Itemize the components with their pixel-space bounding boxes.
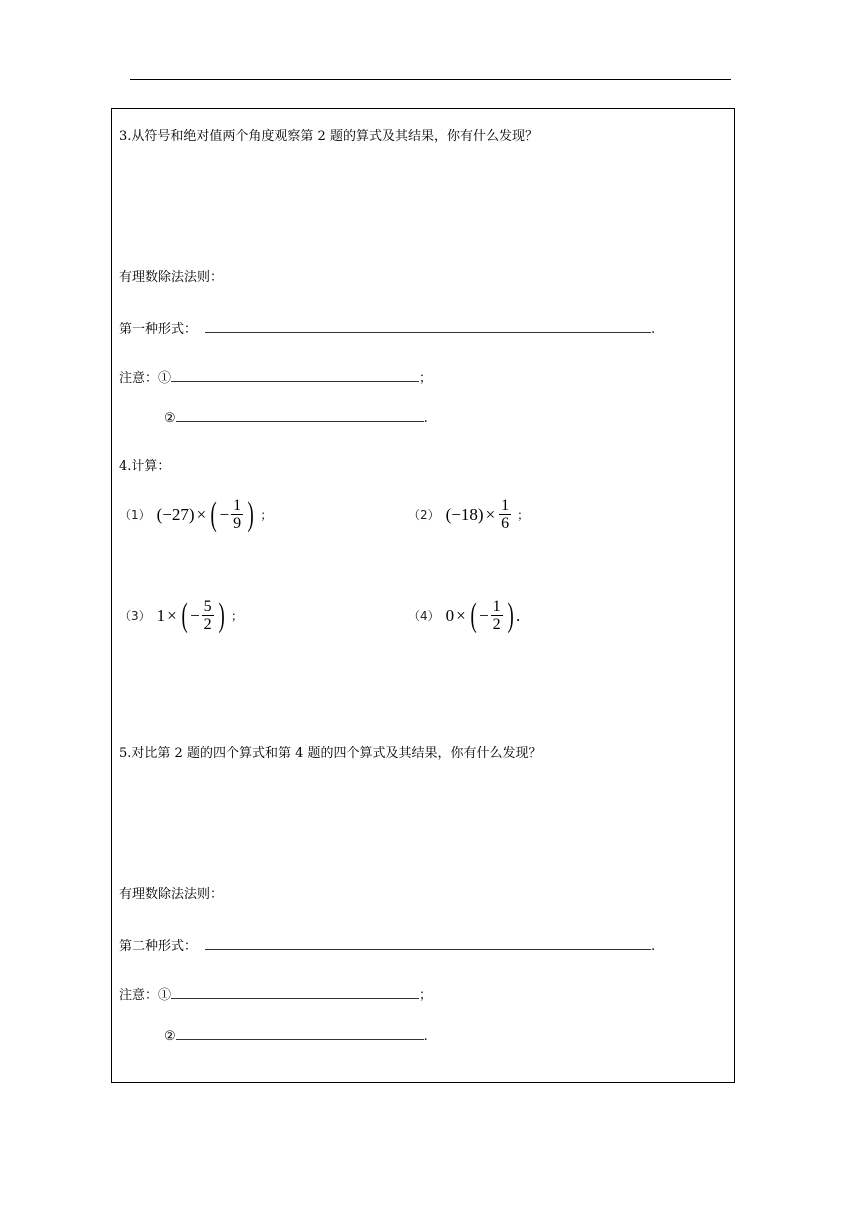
- denominator: 6: [501, 515, 510, 532]
- problem-2-factor: (−18): [445, 504, 484, 524]
- fraction: [491, 598, 503, 633]
- right-paren: ): [218, 596, 225, 634]
- rule-2-form-end: .: [651, 939, 656, 954]
- rule-2-note-label: 注意：: [119, 988, 159, 1003]
- problem-4-label: （4）: [408, 609, 440, 623]
- rule-2-note-1-end: ；: [419, 988, 433, 1003]
- header-rule: [130, 79, 731, 80]
- numerator: 5: [203, 598, 212, 615]
- times-sign: ×: [196, 504, 207, 524]
- times-sign: ×: [167, 605, 177, 625]
- rule-2-note-2-marker: ②: [164, 1029, 176, 1044]
- rule-1-note-1-blank[interactable]: [171, 369, 419, 382]
- rule-1-note-2-end: .: [423, 411, 428, 426]
- rule-2-note-2-blank[interactable]: [176, 1027, 424, 1040]
- right-paren: ): [507, 596, 514, 634]
- problem-3: [119, 598, 243, 633]
- problem-1: [119, 497, 272, 532]
- fraction: [202, 598, 214, 633]
- question-3: 3.从符号和绝对值两个角度观察第 2 题的算式及其结果，你有什么发现？: [119, 129, 538, 144]
- times-sign: ×: [456, 605, 466, 625]
- rule-1-note-2: [164, 409, 428, 427]
- problem-1-label: （1）: [119, 508, 151, 522]
- rule-2-form-blank[interactable]: [205, 937, 651, 950]
- rule-1-note-1: [119, 369, 432, 387]
- rule-1-form-end: .: [651, 322, 656, 337]
- problem-1-end: ；: [260, 508, 273, 522]
- rule-1-note-2-blank[interactable]: [176, 409, 424, 422]
- fraction: [499, 497, 511, 532]
- rule-2-note-2: [164, 1027, 428, 1045]
- rule-2-heading: 有理数除法法则：: [119, 887, 224, 902]
- problem-3-label: （3）: [119, 609, 151, 623]
- question-4-title: 4.计算：: [119, 459, 171, 474]
- problem-4-end: .: [515, 605, 521, 625]
- rule-2-note-1-marker: ①: [158, 988, 172, 1003]
- problem-2: [408, 497, 529, 532]
- rule-1-form: [119, 320, 655, 338]
- minus-sign: −: [190, 605, 200, 625]
- numerator: 1: [492, 598, 501, 615]
- rule-1-note-1-end: ；: [419, 371, 433, 386]
- problem-3-end: ；: [230, 609, 243, 623]
- times-sign: ×: [485, 504, 496, 524]
- rule-1-note-2-marker: ②: [164, 411, 176, 426]
- right-paren: ): [247, 495, 254, 533]
- rule-1-form-label: 第一种形式：: [119, 322, 198, 337]
- numerator: 1: [501, 497, 510, 514]
- rule-1-note-1-marker: ①: [158, 371, 172, 386]
- rule-2-form: [119, 937, 655, 955]
- denominator: 9: [233, 515, 242, 532]
- left-paren: (: [470, 596, 477, 634]
- rule-1-heading: 有理数除法法则：: [119, 270, 224, 285]
- problem-3-factor: 1: [156, 605, 166, 625]
- left-paren: (: [210, 495, 217, 533]
- problem-4: [408, 598, 520, 633]
- problem-4-factor: 0: [445, 605, 455, 625]
- question-5: 5.对比第 2 题的四个算式和第 4 题的四个算式及其结果，你有什么发现？: [119, 746, 542, 761]
- rule-1-note-label: 注意：: [119, 371, 159, 386]
- fraction: [231, 497, 243, 532]
- problem-2-label: （2）: [408, 508, 440, 522]
- minus-sign: −: [219, 504, 230, 524]
- minus-sign: −: [479, 605, 489, 625]
- rule-2-note-1: [119, 986, 432, 1004]
- numerator: 1: [233, 497, 242, 514]
- denominator: 2: [203, 616, 212, 633]
- rule-2-note-2-end: .: [423, 1029, 428, 1044]
- problem-2-end: ；: [517, 508, 530, 522]
- rule-1-form-blank[interactable]: [205, 320, 651, 333]
- left-paren: (: [181, 596, 188, 634]
- rule-2-note-1-blank[interactable]: [171, 986, 419, 999]
- denominator: 2: [492, 616, 501, 633]
- problem-1-factor: (−27): [156, 504, 195, 524]
- rule-2-form-label: 第二种形式：: [119, 939, 198, 954]
